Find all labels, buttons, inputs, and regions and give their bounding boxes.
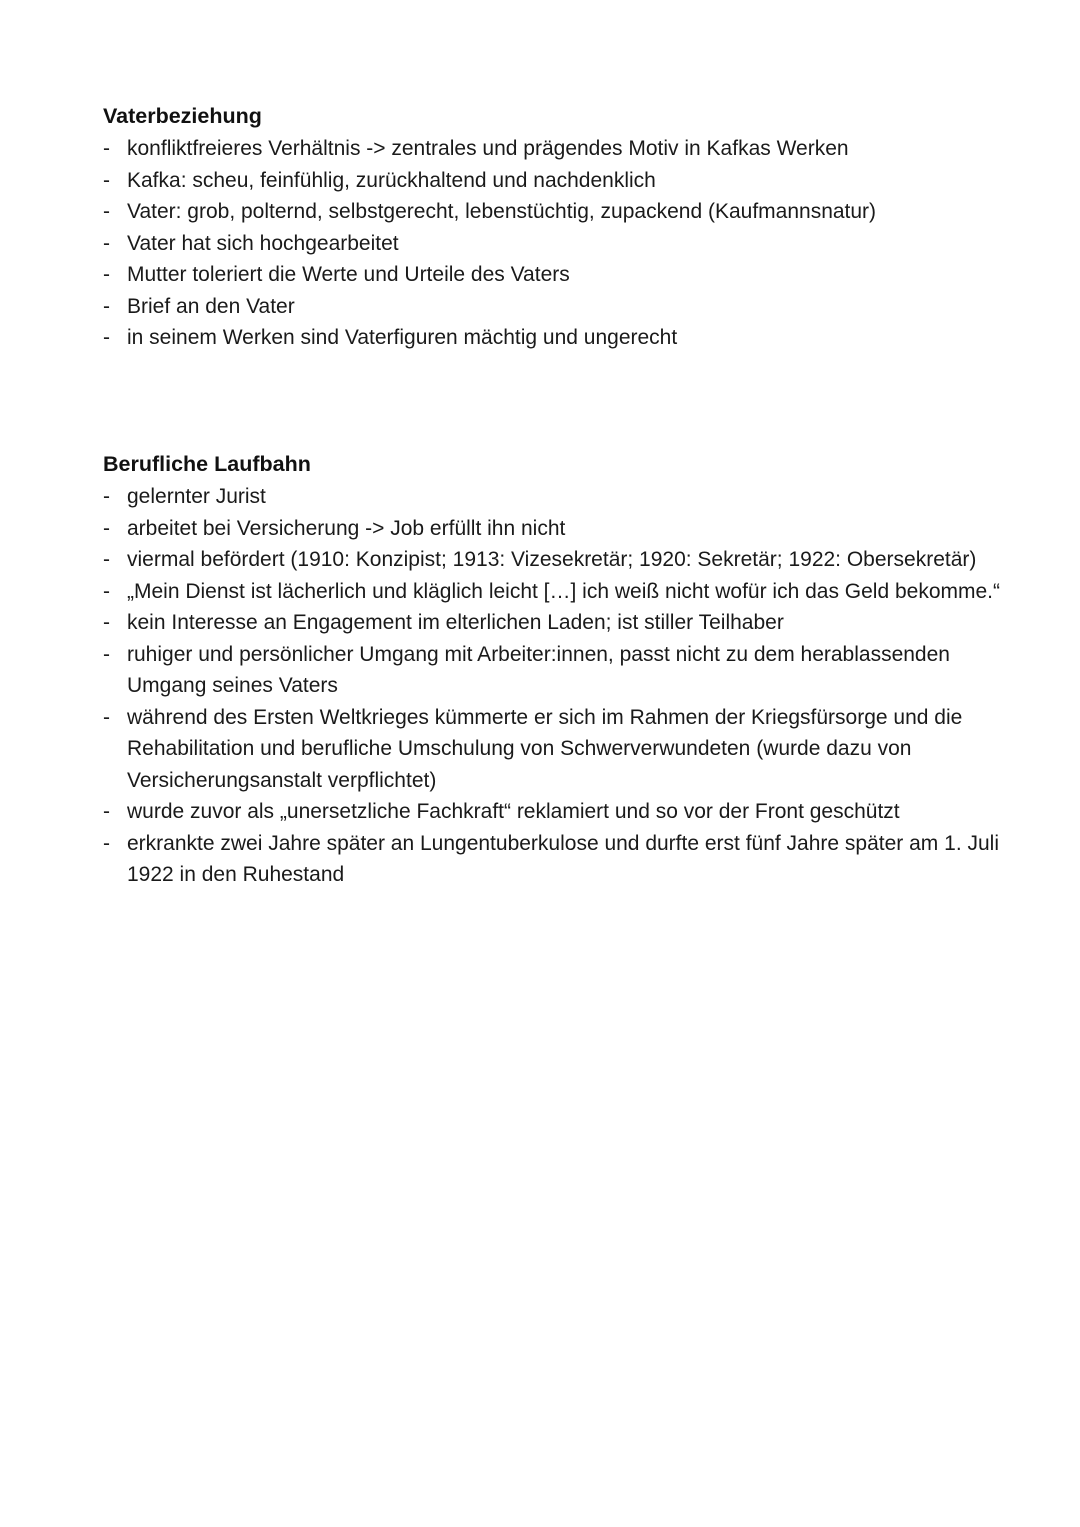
list-item [103, 165, 1003, 197]
list-item-text: Brief an den Vater [127, 294, 295, 318]
bullet-dash: - [103, 548, 110, 571]
list-item-text: viermal befördert (1910: Konzipist; 1913: Vizesekretär; 1920: Sekretär; 1922: Obersekretär) [127, 548, 977, 571]
list-item [103, 796, 1003, 828]
list-item [103, 607, 1003, 639]
bullet-dash: - [103, 168, 110, 192]
list-item-text: Vater hat sich hochgearbeitet [127, 231, 399, 255]
bullet-dash: - [103, 294, 110, 318]
section-heading: Berufliche Laufbahn [103, 452, 311, 476]
list-item [103, 639, 1003, 702]
list-item-text: Kafka: scheu, feinfühlig, zurückhaltend und nachdenklich [127, 168, 656, 192]
bullet-dash: - [103, 800, 110, 823]
list-item [103, 576, 1003, 608]
list-item [103, 481, 1003, 513]
section-heading: Vaterbeziehung [103, 104, 262, 128]
list-item [103, 196, 1003, 228]
list-item-text: Vater: grob, polternd, selbstgerecht, lebenstüchtig, zupackend (Kaufmannsnatur) [127, 200, 877, 223]
list-item-text: in seinem Werken sind Vaterfiguren mächtig und ungerecht [127, 326, 678, 349]
list-item-text: kein Interesse an Engagement im elterlichen Laden; ist stiller Teilhaber [127, 611, 784, 634]
bullet-dash: - [103, 485, 110, 508]
list-item [103, 133, 1003, 165]
section-berufliche-laufbahn [103, 449, 1003, 891]
list-item [103, 322, 1003, 354]
list-item [103, 228, 1003, 260]
list-item-text: erkrankte zwei Jahre später an Lungentuberkulose und durfte erst fünf Jahre später am 1. Juli 1922 in den Ruhestand [127, 831, 999, 886]
bullet-dash: - [103, 705, 110, 729]
list-item-text: Mutter toleriert die Werte und Urteile des Vaters [127, 263, 570, 286]
list-item-text: arbeitet bei Versicherung -> Job erfüllt ihn nicht [127, 516, 566, 540]
bullet-dash: - [103, 642, 110, 666]
bullet-list [103, 133, 1003, 354]
bullet-dash: - [103, 611, 110, 634]
section-vaterbeziehung [103, 101, 1003, 354]
bullet-dash: - [103, 326, 110, 349]
list-item [103, 828, 1003, 891]
bullet-dash: - [103, 831, 110, 855]
bullet-list [103, 481, 1003, 891]
list-item-text: gelernter Jurist [127, 485, 266, 508]
list-item [103, 544, 1003, 576]
list-item-text: konfliktfreieres Verhältnis -> zentrales und prägendes Motiv in Kafkas Werken [127, 137, 849, 160]
list-item-text: ruhiger und persönlicher Umgang mit Arbeiter:innen, passt nicht zu dem herablassenden Umgang seines Vaters [127, 642, 950, 697]
list-item [103, 702, 1003, 797]
bullet-dash: - [103, 231, 110, 255]
list-item [103, 291, 1003, 323]
bullet-dash: - [103, 263, 110, 286]
list-item-text: während des Ersten Weltkrieges kümmerte er sich im Rahmen der Kriegsfürsorge und die Rehabilitation und berufliche Umschulung von Schwerverwundeten (wurde dazu von Versicherungsanstalt verpflichtet) [127, 705, 963, 792]
bullet-dash: - [103, 200, 110, 223]
list-item [103, 513, 1003, 545]
bullet-dash: - [103, 516, 110, 540]
list-item-text: „Mein Dienst ist lächerlich und kläglich leicht […] ich weiß nicht wofür ich das Geld bekomme.“ [127, 579, 1001, 603]
list-item [103, 259, 1003, 291]
list-item-text: wurde zuvor als „unersetzliche Fachkraft“ reklamiert und so vor der Front geschützt [127, 800, 900, 823]
bullet-dash: - [103, 137, 110, 160]
bullet-dash: - [103, 579, 110, 603]
